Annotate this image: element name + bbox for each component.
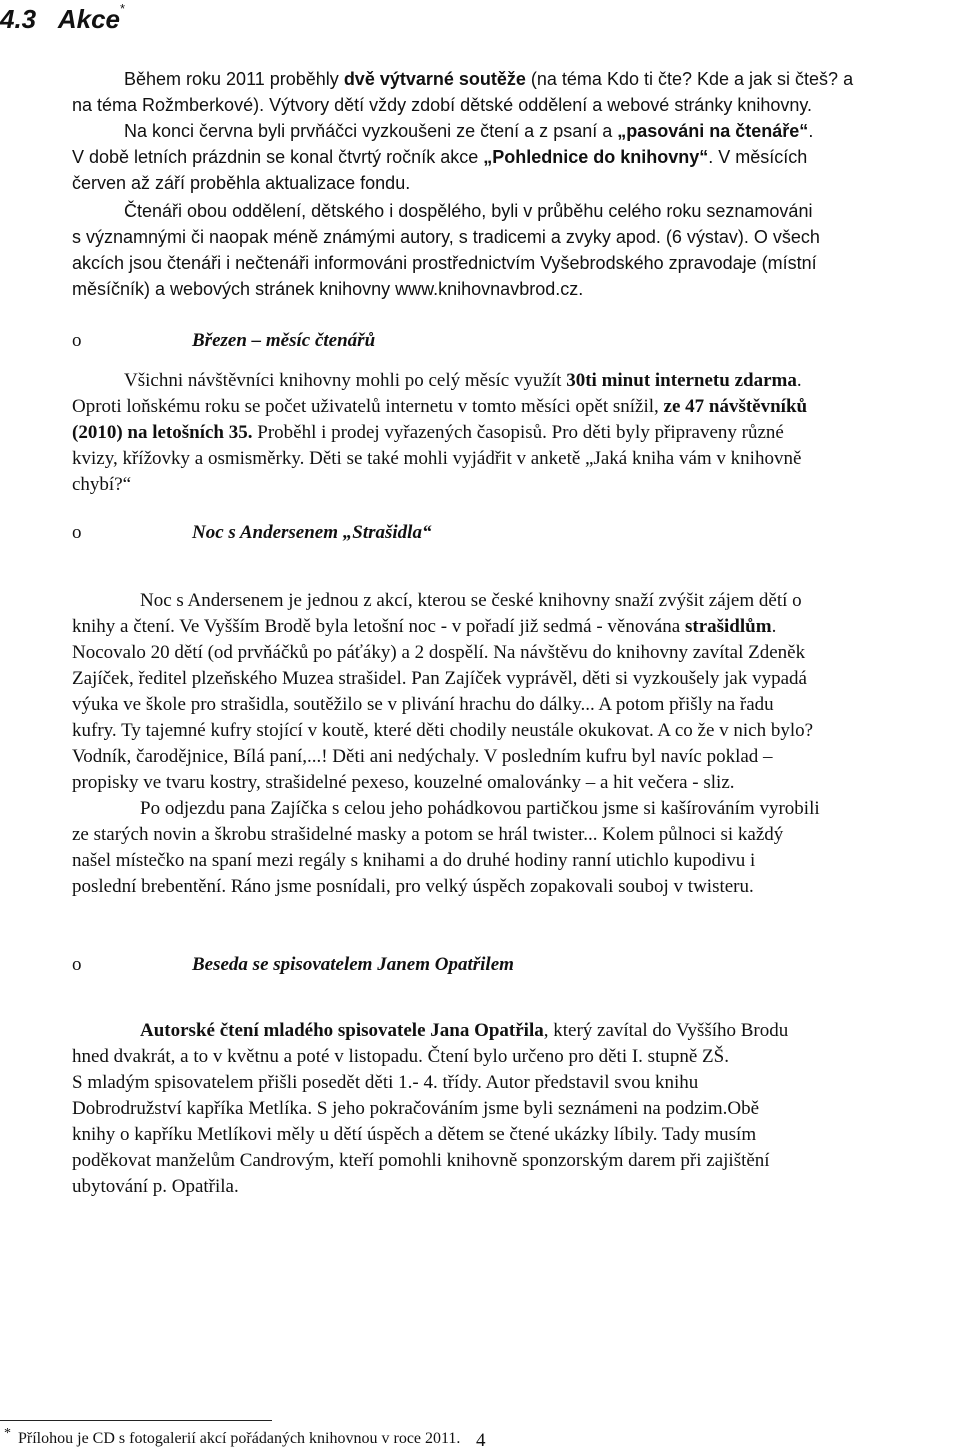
s2-p1-line-1: Noc s Andersenem je jednou z akcí, kterou se české knihovny snaží zvýšit zájem dětí o [140, 590, 802, 611]
section-heading [0, 4, 120, 35]
bold-text: 30ti minut internetu zdarma [566, 370, 797, 391]
bold-text: (2010) na letošních 35. [72, 422, 253, 443]
text: V měsících [718, 147, 808, 167]
bold-text: „pasováni na čtenáře“ [617, 121, 809, 141]
bold-text: ze 47 návštěvníků [663, 396, 808, 417]
text: Během roku 2011 proběhly [124, 69, 344, 89]
s3-line-4: Dobrodružství kapříka Metlíka. S jeho pokračováním jsme byli seznámeni na podzim.Obě [72, 1098, 759, 1119]
section-title-noc: Noc s Andersenem „Strašidla“ [192, 522, 432, 543]
intro-line-8: akcích jsou čtenáři i nečtenáři informováni prostřednictvím Vyšebrodského zpravodaje (místní [72, 253, 817, 273]
footnote-text: Přílohou je CD s fotogalerií akcí pořádaných knihovnou v roce 2011. [18, 1430, 461, 1447]
s3-line-5: knihy o kapříku Metlíkovi měly u dětí úspěch a dětem se čtené ukázky líbily. Tady musím [72, 1124, 757, 1145]
text: O všech [748, 227, 820, 247]
text: . [796, 370, 802, 391]
s2-p1-line-6: kufry. Ty tajemné kufry stojící v koutě, které děti chodily neustále okukovat. A co že v nich bylo? [72, 720, 814, 741]
heading-footnote-mark: * [120, 1, 126, 16]
intro-line-6: Čtenáři obou oddělení, dětského i dospělého, byli v průběhu celého roku seznamováni [124, 201, 813, 221]
s3-line-6: poděkovat manželům Candrovým, kteří pomohli knihovně sponzorským darem při zajištění [72, 1150, 770, 1171]
footnote-mark: * [4, 1426, 11, 1441]
s2-p2-line-1: Po odjezdu pana Zajíčka s celou jeho pohádkovou partičkou jsme si kašírováním vyrobili [140, 798, 820, 819]
bold-text: strašidlům [684, 616, 772, 637]
s2-p1-line-7: Vodník, čarodějnice, Bílá paní,...! Děti ani nedýchaly. V posledním kufru byl navíc poklad – [72, 746, 773, 767]
s2-p1-line-4: Zajíček, ředitel plzeňského Muzea strašidel. Pan Zajíček vyprávěl, děti si vyzkoušely jak vypadá [72, 668, 807, 689]
s3-line-7: ubytování p. Opatřila. [72, 1176, 239, 1197]
s3-line-2: hned dvakrát, a to v květnu a poté v listopadu. Čtení bylo určeno pro děti I. stupně ZŠ. [72, 1046, 729, 1067]
text: Proběhl i prodej vyřazených časopisů. Pro děti byly připraveny různé [252, 422, 784, 443]
text: knihy a čtení. Ve Vyšším Brodě byla letošní noc - v pořadí již sedmá - věnována [72, 616, 685, 637]
s2-p1-line-3: Nocovalo 20 dětí (od prvňáčků po páťáky) a 2 dospělí. Na návštěvu do knihovny zavítal Zdeněk [72, 642, 806, 663]
text: Na konci června byli prvňáčci vyzkoušeni ze čtení a z psaní a [124, 121, 618, 141]
s2-p2-line-3: našel místečko na spaní mezi regály s knihami a do druhé hodiny ranní utichlo kupodivu i [72, 850, 756, 871]
section-title-brezen: Březen – měsíc čtenářů [192, 330, 376, 351]
s2-p2-line-2: ze starých novin a škrobu strašidelné masky a potom se hrál twister... Kolem půlnoci si každý [72, 824, 784, 845]
text: (na téma Kdo ti čte? Kde a jak si čteš? a [525, 69, 854, 89]
s3-line-1 [140, 1018, 788, 1044]
footnote-divider [0, 1420, 272, 1421]
bullet-marker: o [72, 522, 82, 543]
text: , který zavítal do Vyššího Brodu [543, 1020, 789, 1041]
text: . [771, 616, 777, 637]
intro-line-9: měsíčník) a webových stránek knihovny www.knihovnavbrod.cz. [72, 279, 584, 299]
s1-line-1 [124, 368, 802, 394]
s2-p1-line-5: výuka ve škole pro strašidla, soutěžilo se v plivání hrachu do dálky... A potom přišly na řadu [72, 694, 774, 715]
intro-line-2: na téma Rožmberkové). Výtvory dětí vždy zdobí dětské oddělení a webové stránky knihovny. [72, 95, 813, 115]
text: V době letních prázdnin se konal čtvrtý ročník akce [72, 147, 484, 167]
text: s významnými či naopak méně známými autory, s tradicemi a zvyky apod. (6 výstav). [72, 227, 749, 247]
text: . [808, 121, 814, 141]
bullet-marker: o [72, 954, 82, 975]
bold-text: dvě výtvarné soutěže [343, 69, 526, 89]
s1-line-5: chybí?“ [72, 474, 132, 495]
s2-p1-line-2 [72, 614, 776, 640]
s2-p1-line-8: propisky ve tvaru kostry, strašidelné pexeso, kouzelné omalovánky – a hit večera - sliz. [72, 772, 735, 793]
intro-line-3 [124, 118, 813, 144]
s1-line-4: kvizy, křížovky a osmisměrky. Děti se také mohli vyjádřit v anketě „Jaká kniha vám v knihovně [72, 448, 802, 469]
text: . [708, 147, 719, 167]
heading-title: Akce [57, 4, 120, 34]
s1-line-3 [72, 420, 784, 446]
section-title-beseda: Beseda se spisovatelem Janem Opatřilem [192, 954, 514, 975]
intro-line-1 [124, 66, 853, 92]
bold-text: „Pohlednice do knihovny“ [483, 147, 709, 167]
intro-line-7 [72, 224, 820, 250]
bullet-marker: o [72, 330, 82, 351]
bold-text: Autorské čtení mladého spisovatele Jana Opatřila [140, 1020, 544, 1041]
s2-p2-line-4: poslední brebentění. Ráno jsme posnídali, pro velký úspěch zopakovali souboj v twisteru. [72, 876, 754, 897]
intro-line-4 [72, 144, 807, 170]
page-number: 4 [476, 1430, 486, 1451]
text: Všichni návštěvníci knihovny mohli po celý měsíc využít [124, 370, 567, 391]
s3-line-3: S mladým spisovatelem přišli posedět děti 1.- 4. třídy. Autor představil svou knihu [72, 1072, 699, 1093]
heading-number: 4.3 [0, 4, 37, 34]
s1-line-2 [72, 394, 807, 420]
intro-line-5: červen až září proběhla aktualizace fondu. [72, 173, 411, 193]
text: Oproti loňskému roku se počet uživatelů internetu v tomto měsíci opět snížil, [72, 396, 664, 417]
